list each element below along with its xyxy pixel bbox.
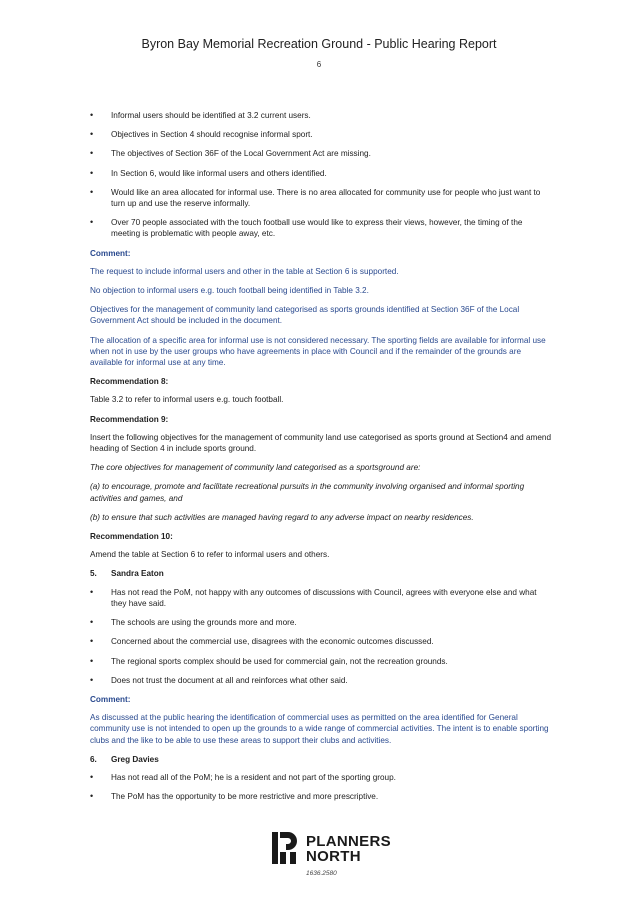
recommendation-text: Insert the following objectives for the management of community land use categorised as sports ground at Section4 and amend heading of Section 4 in include sports ground. bbox=[90, 432, 552, 454]
recommendation-heading: Recommendation 8: bbox=[90, 377, 169, 387]
objective-a: (a) to encourage, promote and facilitate recreational pursuits in the community involving organised and informal sporting activities and games, and bbox=[90, 482, 525, 503]
logo-line-1: PLANNERS bbox=[306, 833, 391, 850]
comment-paragraph: No objection to informal users e.g. touch football being identified in Table 3.2. bbox=[90, 286, 369, 296]
logo-line-2: NORTH bbox=[306, 848, 361, 865]
list-item: • Does not trust the document at all and reinforces what other said. bbox=[90, 675, 552, 686]
list-item: • The schools are using the grounds more and more. bbox=[90, 617, 552, 628]
recommendation-heading: Recommendation 9: bbox=[90, 414, 169, 424]
comment-heading: Comment: bbox=[90, 248, 131, 258]
list-item: • Over 70 people associated with the touch football use would like to express their views, however, the timing of the meeting is problematic with people away, etc. bbox=[90, 217, 552, 239]
objective-b: (b) to ensure that such activities are managed having regard to any adverse impact on nearby residences. bbox=[90, 512, 474, 522]
list-item: • In Section 6, would like informal users and others identified. bbox=[90, 168, 552, 179]
recommendation-text: Table 3.2 to refer to informal users e.g. touch football. bbox=[90, 395, 284, 405]
comment-paragraph: As discussed at the public hearing the identification of commercial uses as permitted on the area identified for General community use is not intended to open up the grounds to a wide range of commercial activities. The intent is to enable sporting clubs and the like to be able to use these areas to support their clubs and activities. bbox=[90, 713, 549, 745]
section-heading bbox=[90, 568, 552, 579]
logo-subtext: 1636.2580 bbox=[306, 870, 337, 877]
list-item: • The regional sports complex should be used for commercial gain, not the recreation grounds. bbox=[90, 656, 552, 667]
section-name: Greg Davies bbox=[111, 754, 159, 764]
comment-paragraph: Objectives for the management of community land categorised as sports grounds identified at Section 36F of the Local Government Act should be included in the document. bbox=[90, 305, 520, 326]
objectives-intro: The core objectives for management of community land categorised as a sportsground are: bbox=[90, 463, 421, 473]
list-item: • Has not read the PoM, not happy with any outcomes of discussions with Council, agrees with everyone else and what they have said. bbox=[90, 587, 552, 609]
list-item: • Objectives in Section 4 should recognise informal sport. bbox=[90, 129, 552, 140]
list-item: • Concerned about the commercial use, disagrees with the economic outcomes discussed. bbox=[90, 636, 552, 647]
list-item: • The PoM has the opportunity to be more restrictive and more prescriptive. bbox=[90, 791, 552, 802]
logo-wordmark bbox=[306, 834, 391, 864]
section-number: 5. bbox=[90, 569, 97, 579]
section-number: 6. bbox=[90, 754, 97, 764]
list-item: • Informal users should be identified at 3.2 current users. bbox=[90, 110, 552, 121]
page-number: 6 bbox=[316, 60, 322, 69]
logo-mark-icon bbox=[270, 828, 298, 868]
planners-north-logo bbox=[270, 828, 410, 880]
comment-heading: Comment: bbox=[90, 694, 131, 704]
comment-paragraph: The request to include informal users and other in the table at Section 6 is supported. bbox=[90, 266, 399, 276]
list-item: • Has not read all of the PoM; he is a resident and not part of the sporting group. bbox=[90, 772, 552, 783]
page-header-title: Byron Bay Memorial Recreation Ground - Public Hearing Report bbox=[141, 37, 497, 51]
recommendation-text: Amend the table at Section 6 to refer to informal users and others. bbox=[90, 550, 330, 560]
list-item: • The objectives of Section 36F of the Local Government Act are missing. bbox=[90, 148, 552, 159]
comment-paragraph: The allocation of a specific area for informal use is not considered necessary. The sporting fields are available for informal use when not in use by the user groups who have agreements in place with Council and if the remainder of the grounds are available for informal use at any time. bbox=[90, 335, 546, 368]
recommendation-heading: Recommendation 10: bbox=[90, 532, 173, 542]
section-heading bbox=[90, 754, 552, 765]
document-body bbox=[90, 110, 552, 810]
section-name: Sandra Eaton bbox=[111, 569, 164, 579]
list-item: • Would like an area allocated for informal use. There is no area allocated for community use for people who just want to turn up and use the reserve informally. bbox=[90, 187, 552, 209]
